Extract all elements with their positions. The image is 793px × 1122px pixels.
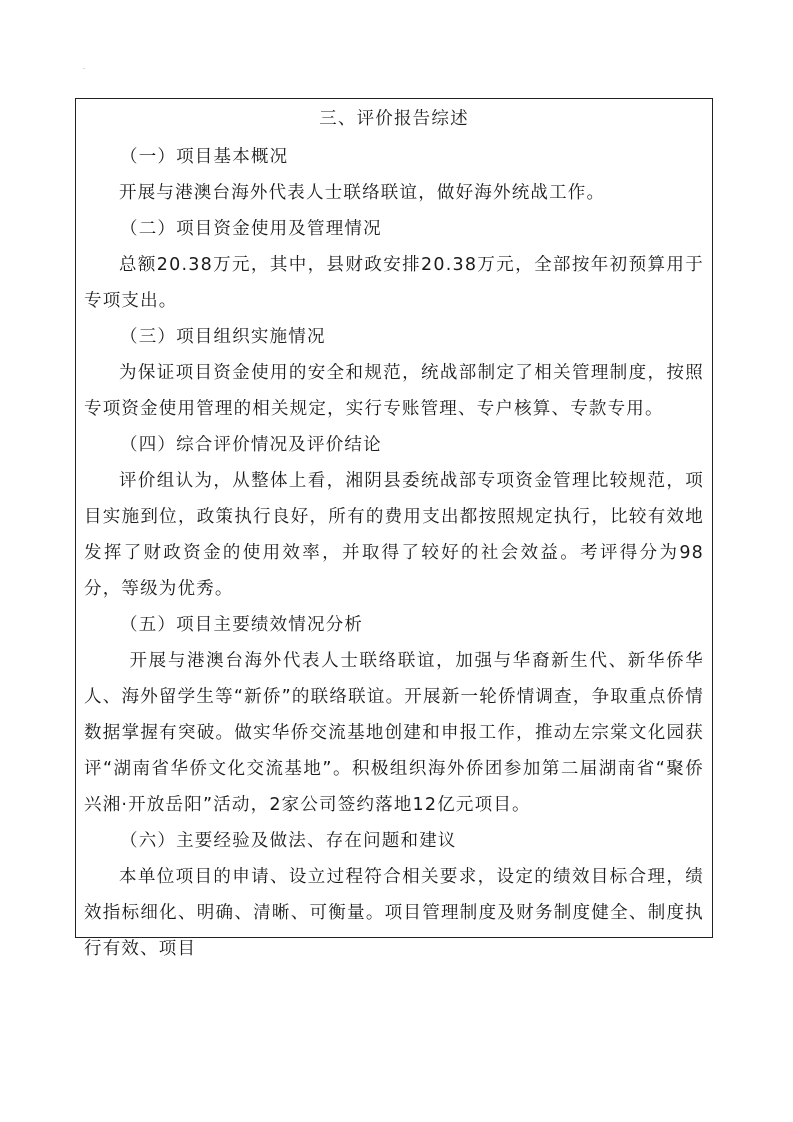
para-performance-analysis: 开展与港澳台海外代表人士联络联谊，加强与华裔新生代、新华侨华人、海外留学生等“新侨”的联络联谊。开展新一轮侨情调查，争取重点侨情数据掌握有突破。做实华侨交流基地创建和申报工作，推动左宗棠文化园获评“湖南省华侨文化交流基地”。积极组织海外侨团参加第二届湖南省“聚侨兴湘·开放岳阳”活动，2家公司签约落地12亿元项目。 xyxy=(84,651,704,815)
para-evaluation-conclusion: 评价组认为，从整体上看，湘阴县委统战部专项资金管理比较规范，项目实施到位，政策执行良好，所有的费用支出都按照规定执行，比较有效地发挥了财政资金的使用效率，并取得了较好的社会效益。考评得分为98分，等级为优秀。 xyxy=(84,471,704,599)
heading-project-overview: （一）项目基本概况 xyxy=(120,147,289,167)
report-table-cell xyxy=(75,98,713,959)
report-content xyxy=(84,99,704,967)
heading-evaluation-conclusion: （四）综合评价情况及评价结论 xyxy=(120,435,382,455)
heading-performance-analysis: （五）项目主要绩效情况分析 xyxy=(120,615,364,635)
section-title: 三、评价报告综述 xyxy=(319,109,469,129)
scan-speck: · xyxy=(83,66,85,73)
para-experience-suggestions: 本单位项目的申请、设立过程符合相关要求，设定的绩效目标合理，绩效指标细化、明确、清晰、可衡量。项目管理制度及财务制度健全、制度执行有效、项目 xyxy=(84,867,704,959)
heading-fund-usage: （二）项目资金使用及管理情况 xyxy=(120,219,382,239)
heading-experience-suggestions: （六）主要经验及做法、存在问题和建议 xyxy=(120,831,457,851)
heading-implementation: （三）项目组织实施情况 xyxy=(120,327,326,347)
para-project-overview: 开展与港澳台海外代表人士联络联谊，做好海外统战工作。 xyxy=(119,183,606,203)
para-fund-usage: 总额20.38万元，其中，县财政安排20.38万元，全部按年初预算用于专项支出。 xyxy=(84,255,704,311)
para-implementation: 为保证项目资金使用的安全和规范，统战部制定了相关管理制度，按照专项资金使用管理的相关规定，实行专账管理、专户核算、专款专用。 xyxy=(84,363,704,419)
